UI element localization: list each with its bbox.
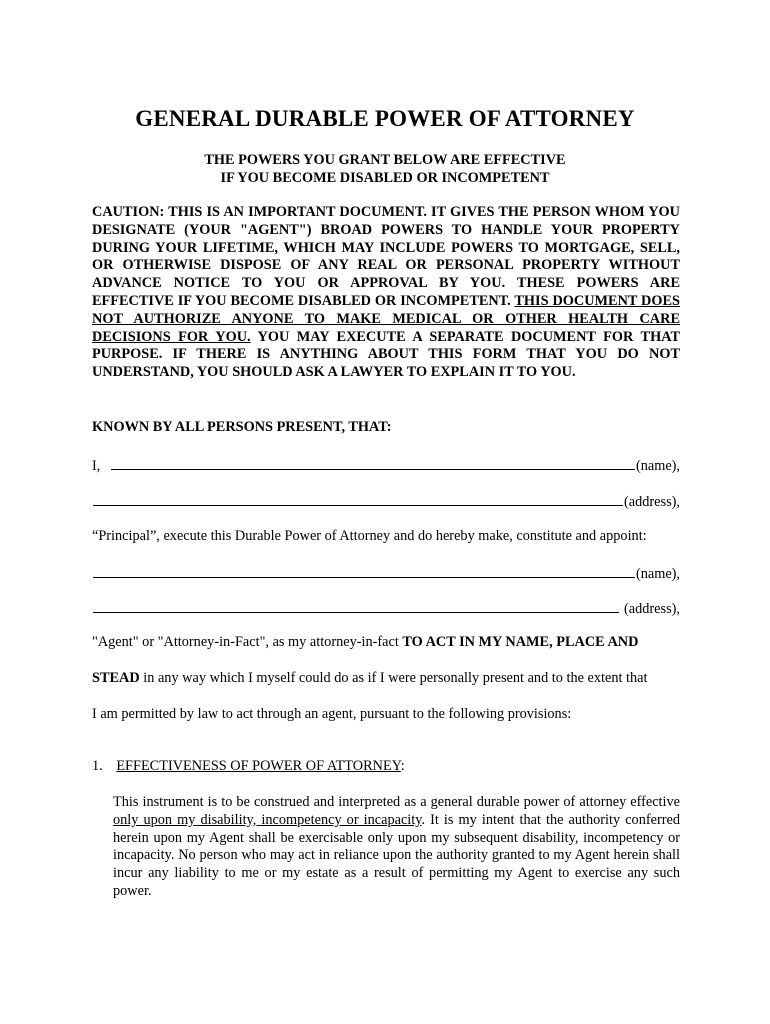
section-1-title-mark: :	[400, 758, 405, 774]
principal-name-label: (name),	[635, 458, 680, 474]
section-1-underlined-text: only upon my disability, incompetency or incapacity	[113, 811, 422, 828]
agent-statement	[92, 634, 680, 651]
caution-text-1: CAUTION: THIS IS AN IMPORTANT DOCUMENT. IT GIVES THE PERSON WHOM YOU DESIGNATE (YOUR "AGENT") BROAD POWERS TO HANDLE YOUR PROPERTY DURING YOUR LIFETIME, WHICH MAY INCLUDE POWERS TO MORTGAGE, SELL, OR OTHERWISE DISPOSE OF ANY REAL OR PERSONAL PROPERTY WITHOUT ADVANCE NOTICE TO YOU OR APPROVAL BY YOU. THESE POWERS ARE EFFECTIVE IF YOU BECOME DISABLED OR INCOMPETENT.	[92, 204, 680, 309]
principal-address-label: (address),	[624, 494, 680, 510]
stead-bold-text: STEAD	[92, 670, 140, 686]
principal-name-field[interactable]	[111, 456, 635, 470]
caution-paragraph	[92, 204, 680, 382]
subtitle-line-1: THE POWERS YOU GRANT BELOW ARE EFFECTIVE	[204, 152, 566, 168]
document-title: GENERAL DURABLE POWER OF ATTORNEY	[135, 106, 635, 131]
permitted-statement: I am permitted by law to act through an agent, pursuant to the following provisions:	[92, 706, 572, 722]
principal-prefix: I,	[92, 458, 101, 474]
caution-text-2: YOU MAY EXECUTE A SEPARATE DOCUMENT FOR THAT PURPOSE. IF THERE IS ANYTHING ABOUT THIS FORM THAT YOU DO NOT UNDERSTAND, YOU SHOULD ASK A LAWYER TO EXPLAIN IT TO YOU.	[92, 328, 680, 381]
agent-address-label: (address),	[620, 601, 680, 617]
principal-name-line	[92, 456, 680, 475]
stead-statement	[92, 670, 680, 687]
agent-text: "Agent" or "Attorney-in-Fact", as my attorney-in-fact	[92, 634, 403, 650]
agent-name-line	[92, 564, 680, 583]
agent-name-field[interactable]	[93, 564, 635, 578]
section-1-text-1: This instrument is to be construed and interpreted as a general durable power of attorney effective	[113, 794, 680, 810]
agent-name-label: (name),	[635, 566, 680, 582]
subtitle-line-2: IF YOU BECOME DISABLED OR INCOMPETENT	[220, 170, 550, 186]
known-by-heading: KNOWN BY ALL PERSONS PRESENT, THAT:	[92, 419, 392, 435]
section-1-text-2: . It is my intent that the authority conferred herein upon my Agent shall be exercisable only upon my subsequent disability, incompetency or incapacity. No person who may act in reliance upon the authority granted to my Agent herein shall incur any liability to me or my estate as a result of permitting my Agent to exercise any such power.	[113, 811, 680, 899]
stead-text: in any way which I myself could do as if I were personally present and to the extent that	[139, 670, 648, 686]
agent-bold-text: TO ACT IN MY NAME, PLACE AND	[402, 634, 639, 650]
agent-address-field[interactable]	[93, 599, 619, 613]
section-1-heading	[92, 758, 405, 775]
section-1-body	[113, 794, 680, 901]
caution-underlined-text: THIS DOCUMENT DOES NOT AUTHORIZE ANYONE TO MAKE MEDICAL OR OTHER HEALTH CARE DECISIONS FOR YOU.	[92, 292, 680, 345]
section-1-title: EFFECTIVENESS OF POWER OF ATTORNEY	[116, 758, 401, 774]
principal-statement: “Principal”, execute this Durable Power of Attorney and do hereby make, constitute and appoint:	[92, 528, 647, 544]
principal-address-line	[92, 492, 680, 511]
section-1-number: 1.	[92, 758, 103, 774]
agent-address-line	[92, 599, 680, 618]
principal-address-field[interactable]	[93, 492, 623, 506]
